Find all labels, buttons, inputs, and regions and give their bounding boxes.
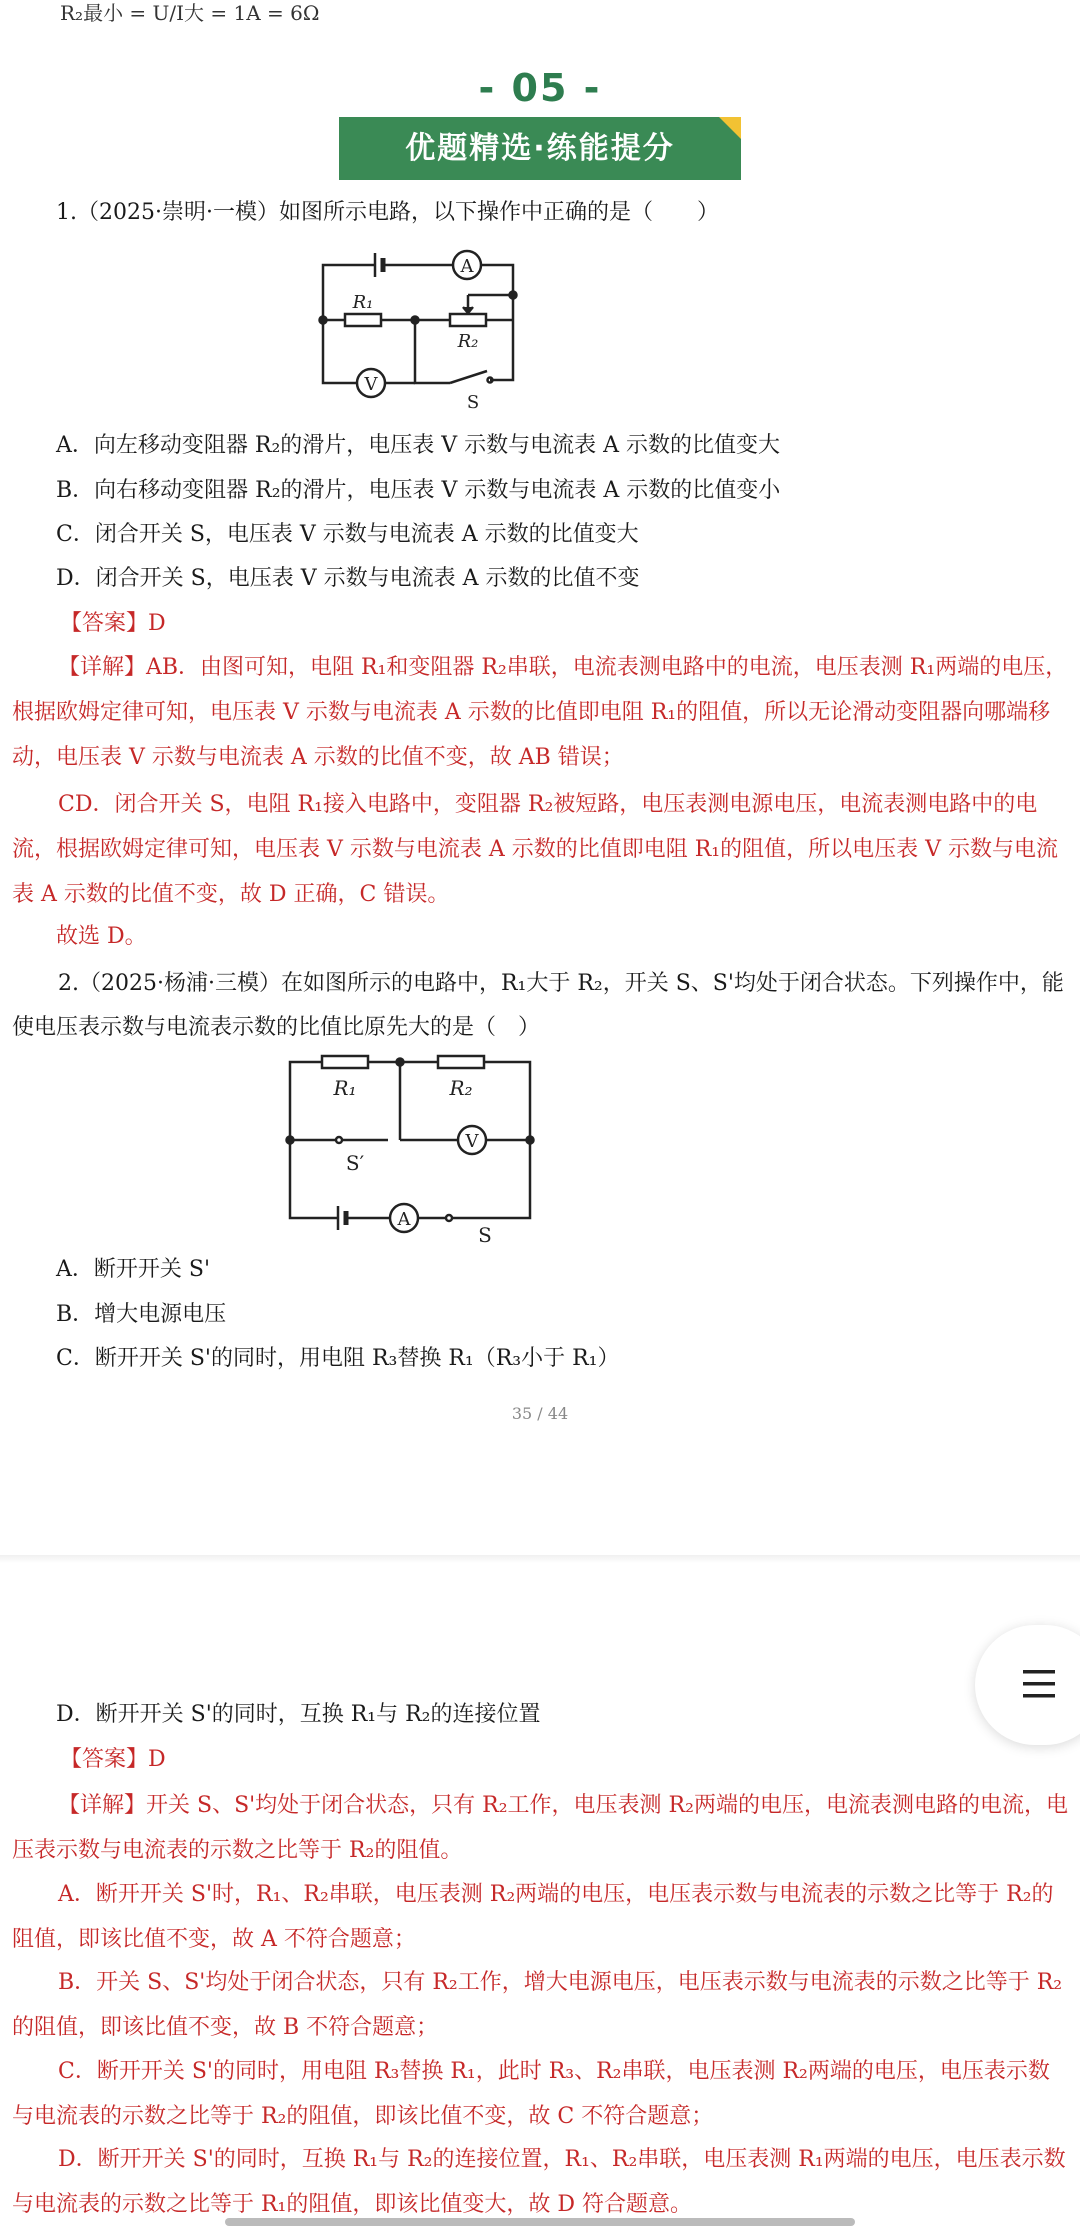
q1-node [510,292,517,299]
q1-ammeter-label: A [460,256,474,277]
q2-node [397,1059,404,1066]
q2-wire [290,1140,338,1218]
section-number: - 05 - [478,66,602,110]
q1-node [320,317,327,324]
q2-option-c: C．断开开关 S'的同时，用电阻 R₃替换 R₁（R₃小于 R₁） [56,1346,620,1371]
q1-r1-label: R₁ [352,292,374,313]
q1-option-b: B．向右移动变阻器 R₂的滑片，电压表 V 示数与电流表 A 示数的比值变小 [56,478,781,503]
q1-detail-cd: CD．闭合开关 S，电阻 R₁接入电路中，变阻器 R₂被短路，电压表测电源电压，电流表测电路中的电流，根据欧姆定律可知，电压表 V 示数与电流表 A 示数的比值即电阻 R₁的阻值，所以电压表 V 示数与电流表 A 示数的比值不变，故 D 正确，C 错误。 [12,792,1059,907]
q1-slider-arrow [463,307,473,313]
q2-node [527,1137,534,1144]
q2-stem: 2.（2025·杨浦·三模）在如图所示的电路中，R₁大于 R₂，开关 S、S'均处于闭合状态。下列操作中，能使电压表示数与电流表示数的比值比原先大的是（ ） [12,971,1064,1040]
q1-answer: 【答案】D [60,611,166,636]
q2-resistor-r2 [438,1056,484,1068]
q1-wire [323,320,357,383]
q1-circuit-diagram [315,245,525,415]
q2-detail-intro: 【详解】开关 S、S'均处于闭合状态，只有 R₂工作，电压表测 R₂两端的电压，电流表测电路的电流，电压表示数与电流表的示数之比等于 R₂的阻值。 [12,1793,1068,1863]
q1-voltmeter-label: V [364,374,378,395]
section-banner [339,117,741,180]
q1-wire [381,320,450,383]
q2-circuit-diagram [280,1050,540,1250]
page-number: 35 / 44 [511,1404,569,1423]
q2-detail-a: A．断开开关 S'时，R₁、R₂串联，电压表测 R₂两端的电压，电压表示数与电流表的示数之比等于 R₂的阻值，即该比值不变，故 A 不符合题意； [12,1882,1054,1952]
hamburger-menu-icon [1023,1670,1055,1698]
q1-switch-s [450,371,487,383]
q2-option-a: A．断开开关 S' [56,1257,211,1282]
q2-ammeter-label: A [397,1209,411,1230]
q2-node [287,1137,294,1144]
q1-resistor-r2 [450,314,486,326]
q2-option-b: B．增大电源电压 [56,1302,227,1327]
q1-option-c: C．闭合开关 S，电压表 V 示数与电流表 A 示数的比值变大 [56,522,639,547]
q2-r2-label: R₂ [449,1076,473,1100]
q1-stem: 1.（2025·崇明·一模）如图所示电路，以下操作中正确的是（ ） [56,200,719,225]
section-banner-title: 优题精选·练能提分 [405,131,675,166]
q2-switch-sprime-contact [336,1137,342,1143]
q1-resistor-r1 [345,314,381,326]
q1-detail-ab: 【详解】AB．由图可知，电阻 R₁和变阻器 R₂串联，电流表测电路中的电流，电压表测 R₁两端的电压，根据欧姆定律可知，电压表 V 示数与电流表 A 示数的比值即电阻 R₁的阻值，所以无论滑动变阻器向哪端移动，电压表 V 示数与电流表 A 示数的比值不变，故 AB 错误； [12,655,1068,770]
page-separator [0,1555,1080,1563]
scroll-indicator[interactable] [225,2218,855,2226]
q2-detail-c: C．断开开关 S'的同时，用电阻 R₃替换 R₁，此时 R₃、R₂串联，电压表测 R₂两端的电压，电压表示数与电流表的示数之比等于 R₂的阻值，即该比值不变，故 C 不符合题意； [12,2059,1050,2129]
q2-sprime-label: S′ [345,1151,365,1175]
q1-option-a: A．向左移动变阻器 R₂的滑片，电压表 V 示数与电流表 A 示数的比值变大 [56,433,781,458]
q2-r1-label: R₁ [333,1076,357,1100]
q2-switch-s-contact [446,1215,452,1221]
q1-switch-label: S [466,392,480,413]
q1-node [412,317,419,324]
menu-button[interactable] [975,1625,1080,1745]
cropped-formula: R₂最小 = U/I大 = 1A = 6Ω [60,1,320,25]
q1-option-d: D．闭合开关 S，电压表 V 示数与电流表 A 示数的比值不变 [56,566,640,591]
q1-conclusion: 故选 D。 [56,924,147,949]
q2-answer: 【答案】D [60,1747,166,1772]
q2-wire [368,1062,400,1140]
q2-voltmeter-label: V [465,1131,479,1152]
q2-option-d: D．断开开关 S'的同时，互换 R₁与 R₂的连接位置 [56,1702,541,1727]
q2-wire [290,1062,322,1140]
q2-detail-d: D．断开开关 S'的同时，互换 R₁与 R₂的连接位置，R₁、R₂串联，电压表测 R₁两端的电压，电压表示数与电流表的示数之比等于 R₁的阻值，即该比值变大，故 D 符合题意。 [12,2147,1066,2217]
q2-switch-label: S [478,1223,492,1247]
q2-detail-b: B．开关 S、S'均处于闭合状态，只有 R₂工作，增大电源电压，电压表示数与电流表的示数之比等于 R₂的阻值，即该比值不变，故 B 不符合题意； [12,1970,1063,2040]
q1-r2-label: R₂ [457,331,479,352]
q2-resistor-r1 [322,1056,368,1068]
banner-corner-decoration [719,117,741,139]
